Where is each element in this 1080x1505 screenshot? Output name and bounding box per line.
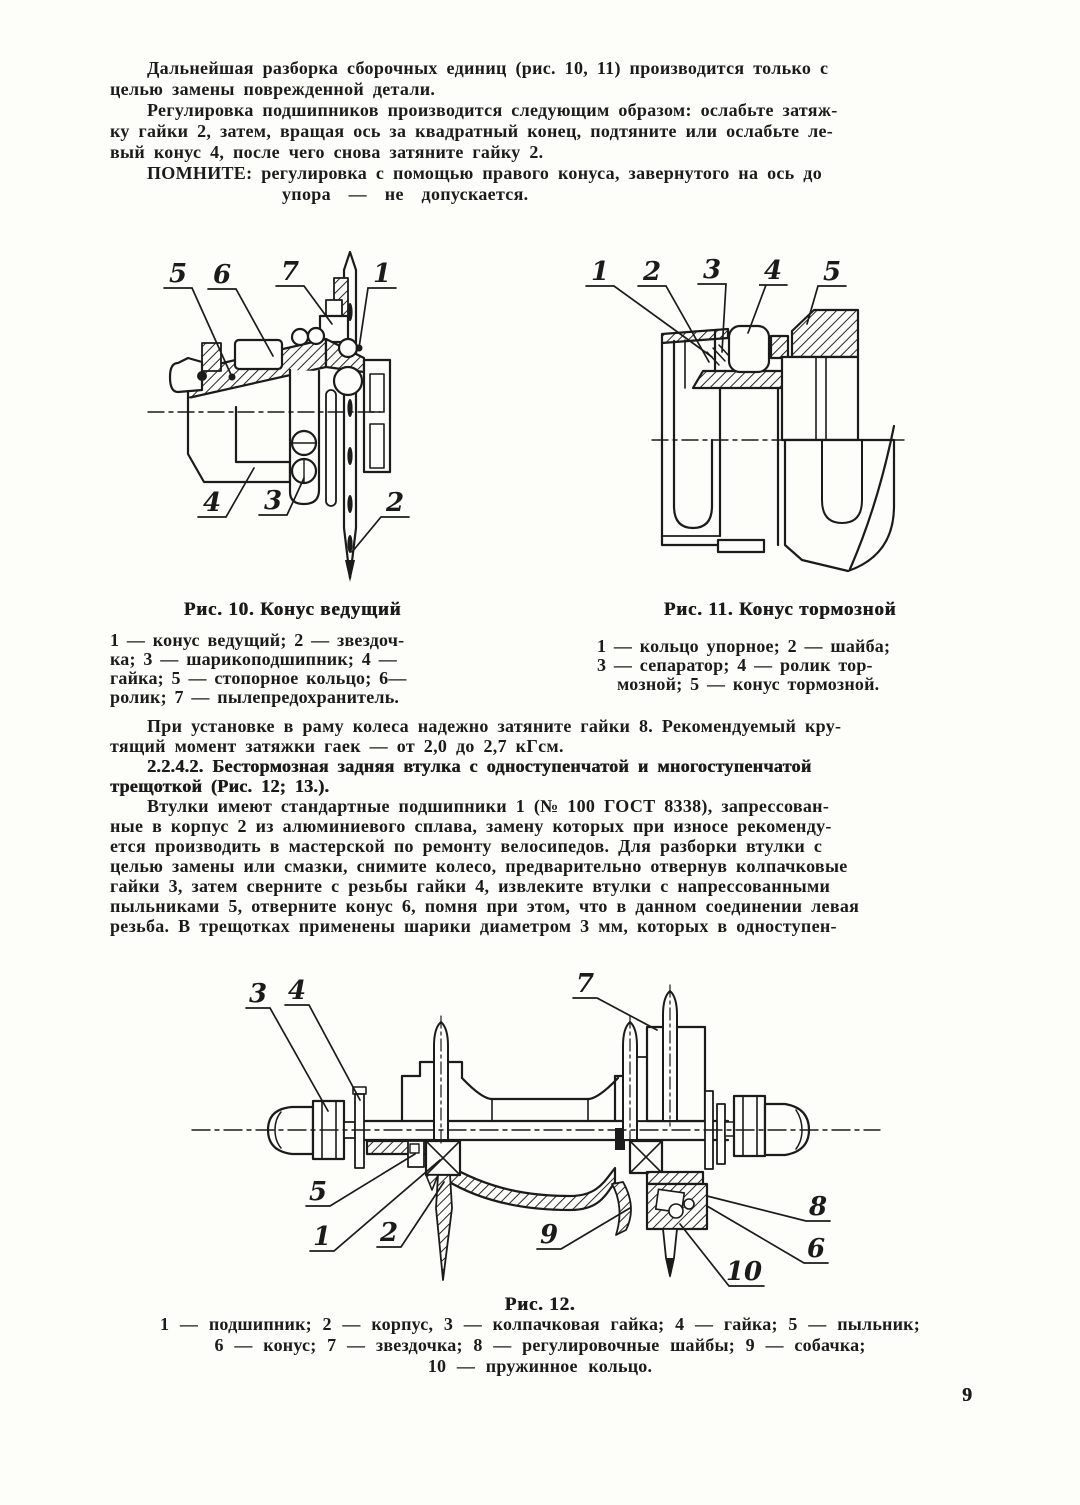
text-line: целью замены поврежденной детали. — [110, 79, 436, 99]
fig12-geometry — [192, 985, 880, 1280]
fig10-caption: Рис. 10. Конус ведущий — [183, 599, 402, 620]
text-line: трещоткой (Рис. 12; 13.). — [110, 776, 330, 796]
text-line: 2.2.4.2. Бестормозная задняя втулка с одноступенчатой и многоступенчатой — [147, 756, 812, 776]
text-line: гайка; 5 — стопорное кольцо; 6— — [110, 668, 407, 688]
fig10-callout-6: 6 — [212, 260, 232, 290]
fig12-callout-6: 6 — [806, 1234, 826, 1264]
fig12-caption: Рис. 12. — [504, 1294, 576, 1315]
text-line: целью замены или смазки, снимите колесо, предварительно отвернув колпачковые — [110, 856, 848, 876]
fig10-callout-5: 5 — [168, 259, 188, 289]
text-line: ка; 3 — шарикоподшипник; 4 — — [110, 649, 397, 669]
fig11-callout-2: 2 — [642, 257, 662, 287]
fig10-callout-1: 1 — [372, 259, 392, 289]
paragraph-hub-description — [110, 796, 976, 936]
fig11-drawing-brake-cone — [560, 240, 910, 590]
fig12-callout-5: 5 — [308, 1177, 328, 1207]
text-line: вый конус 4, после чего снова затяните гайку 2. — [110, 142, 544, 162]
text-line: ролик; 7 — пылепредохранитель. — [110, 687, 400, 707]
fig12-callout-3: 3 — [248, 979, 268, 1009]
fig11-callout-5: 5 — [822, 257, 842, 287]
paragraph-bearing-adjustment — [110, 100, 976, 163]
fig10-callout-7: 7 — [280, 257, 300, 287]
text-line: ные в корпус 2 из алюминиевого сплава, замену которых при износе рекоменду- — [110, 816, 832, 836]
fig12-callout-2: 2 — [379, 1218, 399, 1248]
fig11-legend — [597, 637, 970, 694]
fig12-callout-10: 10 — [725, 1257, 763, 1287]
paragraph-wheel-mounting — [110, 716, 976, 756]
text-line: мозной; 5 — конус тормозной. — [617, 674, 880, 694]
text-line: тящий момент затяжки гаек — от 2,0 до 2,7 кГсм. — [110, 736, 564, 756]
fig12-legend — [105, 1314, 975, 1377]
paragraph-disassembly — [110, 58, 976, 100]
fig11-callout-4: 4 — [763, 256, 783, 286]
text-line: ется производить в мастерской по ремонту велосипедов. Для разборки втулки с — [110, 836, 823, 856]
fig10-callout-4: 4 — [202, 488, 222, 518]
fig11-geometry — [652, 310, 904, 571]
text-line: ку гайки 2, затем, вращая ось за квадратный конец, подтяните или ослабьте ле- — [110, 121, 834, 141]
fig12-callout-7: 7 — [575, 969, 595, 999]
text-line: упора — не допускается. — [282, 184, 529, 204]
text-line: Дальнейшая разборка сборочных единиц (рис. 10, 11) производится только с — [147, 58, 829, 78]
text-line: При установке в раму колеса надежно затяните гайки 8. Рекомендуемый кру- — [147, 716, 842, 736]
section-heading-2242 — [110, 756, 976, 796]
fig11-callout-1: 1 — [590, 257, 610, 287]
text-line: 1 — подшипник; 2 — корпус, 3 — колпачковая гайка; 4 — гайка; 5 — пыльник; — [160, 1314, 920, 1334]
fig10-geometry — [148, 252, 390, 582]
text-line: 1 — кольцо упорное; 2 — шайба; — [597, 636, 891, 656]
fig11-caption: Рис. 11. Конус тормозной — [663, 599, 897, 620]
fig12-drawing-rear-hub — [180, 958, 900, 1303]
fig10-drawing-driving-cone — [140, 240, 470, 590]
paragraph-remember-note — [110, 163, 976, 205]
text-line: Втулки имеют стандартные подшипники 1 (№ 100 ГОСТ 8338), запрессован- — [147, 796, 830, 816]
fig12-callout-9: 9 — [539, 1220, 559, 1250]
fig11-callout-3: 3 — [702, 255, 722, 285]
text-line: 1 — конус ведущий; 2 — звездоч- — [110, 630, 405, 650]
fig10-callout-2: 2 — [385, 488, 405, 518]
fig12-callout-4: 4 — [287, 976, 307, 1006]
text-line: гайки 3, затем сверните с резьбы гайки 4, извлеките втулки с напрессованными — [110, 876, 831, 896]
text-line: 6 — конус; 7 — звездочка; 8 — регулировочные шайбы; 9 — собачка; — [214, 1335, 866, 1355]
page-number: 9 — [962, 1384, 972, 1406]
fig10-legend — [110, 631, 478, 707]
fig12-callout-8: 8 — [808, 1192, 828, 1222]
text-line: Регулировка подшипников производится следующим образом: ослабьте затяж- — [147, 100, 838, 120]
text-line: ПОМНИТЕ: регулировка с помощью правого конуса, завернутого на ось до — [147, 163, 822, 183]
text-line: 10 — пружинное кольцо. — [427, 1356, 653, 1376]
fig10-callout-3: 3 — [263, 486, 283, 516]
text-line: резьба. В трещотках применены шарики диаметром 3 мм, которых в одноступен- — [110, 916, 837, 936]
text-line: 3 — сепаратор; 4 — ролик тор- — [597, 655, 873, 675]
fig12-callout-1: 1 — [312, 1222, 332, 1252]
text-line: пыльниками 5, отверните конус 6, помня при этом, что в данном соединении левая — [110, 896, 860, 916]
